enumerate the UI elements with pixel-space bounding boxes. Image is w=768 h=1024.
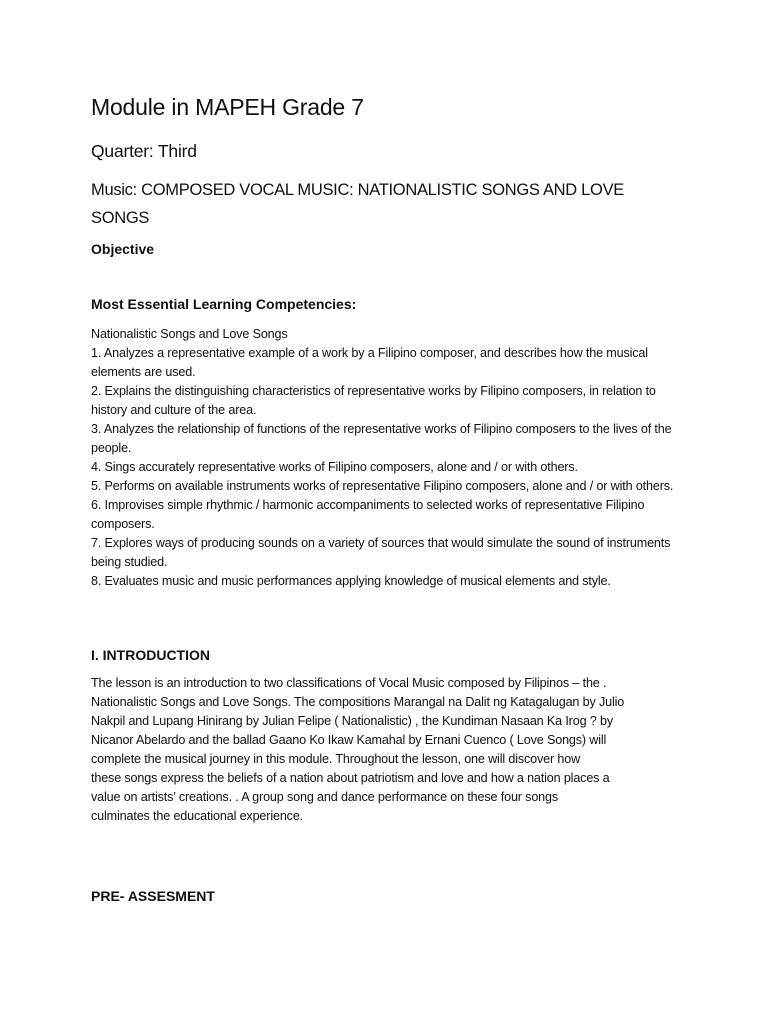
introduction-line: Nakpil and Lupang Hinirang by Julian Felipe ( Nationalistic) , the Kundiman Nasaan Ka Irog ? by xyxy=(91,714,613,728)
introduction-line: complete the musical journey in this module. Throughout the lesson, one will discover how xyxy=(91,752,581,766)
competency-item: 2. Explains the distinguishing characteristics of representative works by Filipino composers, in relation to history and culture of the area. xyxy=(91,384,656,417)
introduction-line: these songs express the beliefs of a nation about patriotism and love and how a nation places a xyxy=(91,771,610,785)
pre-assessment-heading: PRE- ASSESMENT xyxy=(91,888,215,904)
melc-heading: Most Essential Learning Competencies: xyxy=(91,296,357,312)
introduction-line: Nicanor Abelardo and the ballad Gaano Ko Ikaw Kamahal by Ernani Cuenco ( Love Songs) will xyxy=(91,733,607,747)
competency-item: 5. Performs on available instruments works of representative Filipino composers, alone and / or with others. xyxy=(91,479,674,493)
music-heading: Music: COMPOSED VOCAL MUSIC: NATIONALISTIC SONGS AND LOVE SONGS xyxy=(91,181,625,227)
competency-item: 1. Analyzes a representative example of a work by a Filipino composer, and describes how the musical elements are used. xyxy=(91,346,648,379)
introduction-line: culminates the educational experience. xyxy=(91,809,304,823)
competency-item: 8. Evaluates music and music performances applying knowledge of musical elements and style. xyxy=(91,574,611,588)
competency-item: 4. Sings accurately representative works of Filipino composers, alone and / or with others. xyxy=(91,460,578,474)
introduction-heading: I. INTRODUCTION xyxy=(91,647,210,663)
quarter-heading: Quarter: Third xyxy=(91,141,197,161)
introduction-line: The lesson is an introduction to two classifications of Vocal Music composed by Filipinos – the . xyxy=(91,676,607,690)
introduction-line: Nationalistic Songs and Love Songs. The compositions Marangal na Dalit ng Katagalugan by Julio xyxy=(91,695,625,709)
module-title: Module in MAPEH Grade 7 xyxy=(91,94,364,120)
competency-item: 6. Improvises simple rhythmic / harmonic accompaniments to selected works of representative Filipino composers. xyxy=(91,498,645,531)
competencies-list xyxy=(91,325,691,591)
competency-item: 3. Analyzes the relationship of functions of the representative works of Filipino composers to the lives of the people. xyxy=(91,422,672,455)
introduction-line: value on artists’ creations. . A group song and dance performance on these four songs xyxy=(91,790,559,804)
competencies-intro: Nationalistic Songs and Love Songs xyxy=(91,327,288,341)
competency-item: 7. Explores ways of producing sounds on a variety of sources that would simulate the sound of instruments being studied. xyxy=(91,536,671,569)
introduction-paragraph xyxy=(91,674,691,826)
objective-heading: Objective xyxy=(91,241,155,257)
